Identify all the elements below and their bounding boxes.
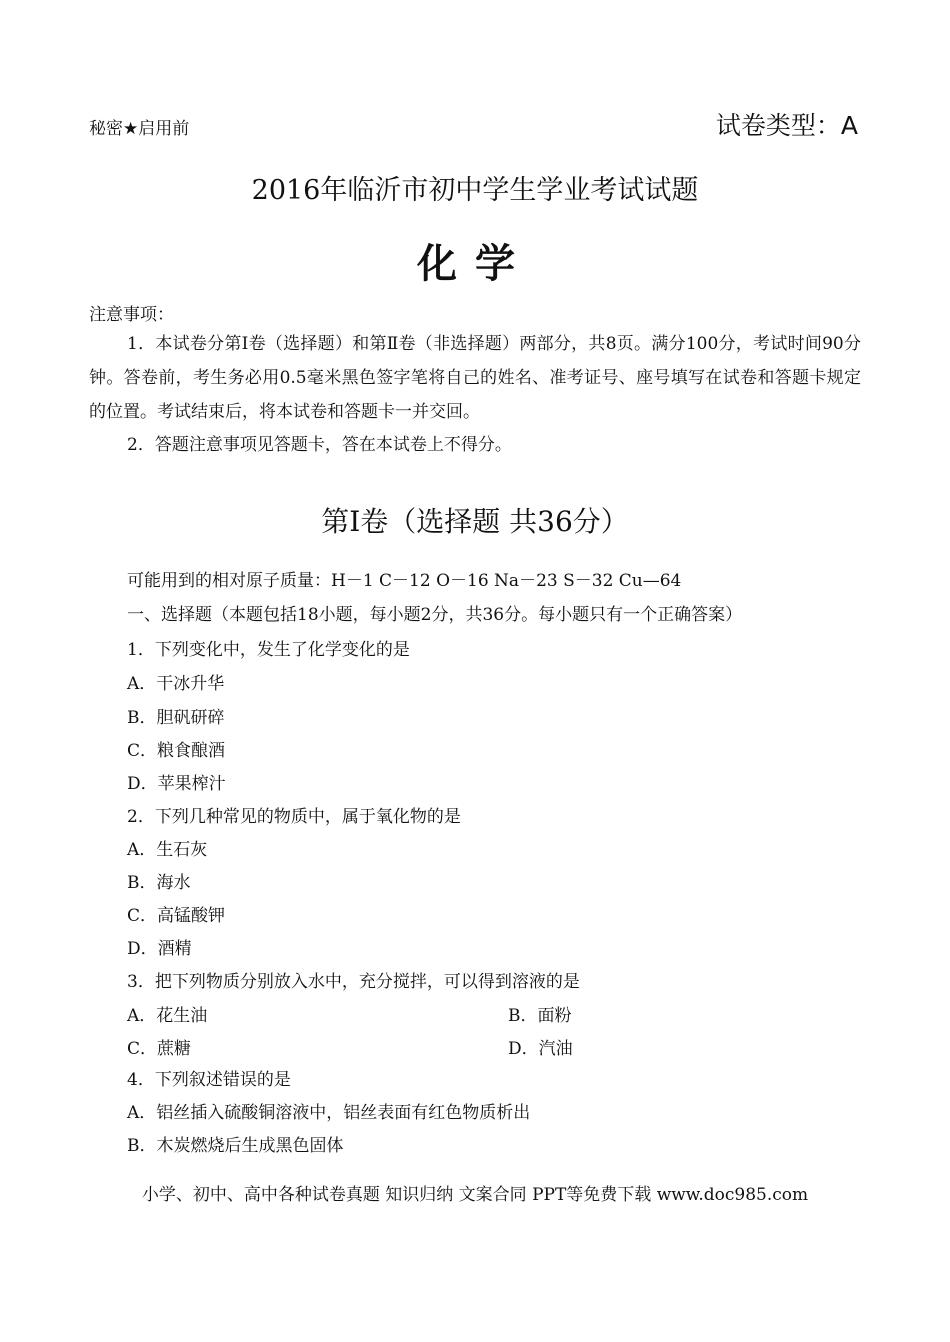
question-2-option-c: C．高锰酸钾 [127, 906, 226, 926]
question-3-option-c: C．蔗糖 [127, 1039, 192, 1059]
notes-item-2: 2．答题注意事项见答题卡，答在本试卷上不得分。 [127, 435, 512, 455]
question-3-option-b: B．面粉 [508, 1006, 572, 1026]
question-2-stem: 2．下列几种常见的物质中，属于氧化物的是 [127, 807, 461, 827]
question-2-option-d: D．酒精 [127, 939, 192, 959]
notes-item-1: 1．本试卷分第Ⅰ卷（选择题）和第Ⅱ卷（非选择题）两部分，共8页。满分100分，考试时间90分钟。答卷前，考生务必用0.5毫米黑色签字笔将自己的姓名、准考证号、座号填写在试卷和答题卡规定的位置。考试结束后，将本试卷和答题卡一并交回。 [89, 334, 861, 422]
exam-title: 2016年临沂市初中学生学业考试试题 [251, 175, 699, 206]
question-1-option-d: D．苹果榨汁 [127, 774, 226, 794]
notes-heading: 注意事项： [89, 305, 174, 325]
question-3-option-a: A．花生油 [127, 1006, 208, 1026]
question-3-stem: 3．把下列物质分别放入水中，充分搅拌，可以得到溶液的是 [127, 972, 580, 992]
question-2-option-a: A．生石灰 [127, 840, 208, 860]
question-1-option-b: B．胆矾研碎 [127, 708, 225, 728]
atomic-masses: 可能用到的相对原子质量：H－1 C－12 O－16 Na－23 S－32 Cu—64 [127, 571, 682, 591]
question-4-stem: 4．下列叙述错误的是 [127, 1070, 291, 1090]
question-1-option-c: C．粮食酿酒 [127, 741, 226, 761]
part1-title: 第Ⅰ卷（选择题 共36分） [321, 505, 629, 538]
question-1-stem: 1．下列变化中，发生了化学变化的是 [127, 640, 410, 660]
question-3-option-d: D．汽油 [508, 1039, 573, 1059]
question-4-option-b: B．木炭燃烧后生成黑色固体 [127, 1136, 344, 1156]
section-heading: 一、选择题（本题包括18小题，每小题2分，共36分。每小题只有一个正确答案） [127, 605, 743, 625]
footer-text: 小学、初中、高中各种试卷真题 知识归纳 文案合同 PPT等免费下载 www.doc985.com [141, 1185, 809, 1205]
question-4-option-a: A．铝丝插入硫酸铜溶液中，铝丝表面有红色物质析出 [127, 1103, 531, 1123]
secret-label: 秘密★启用前 [89, 119, 190, 139]
question-2-option-b: B．海水 [127, 873, 191, 893]
question-1-option-a: A．干冰升华 [127, 674, 225, 694]
subject-title: 化学 [417, 241, 533, 287]
paper-type: 试卷类型：A [715, 111, 858, 140]
